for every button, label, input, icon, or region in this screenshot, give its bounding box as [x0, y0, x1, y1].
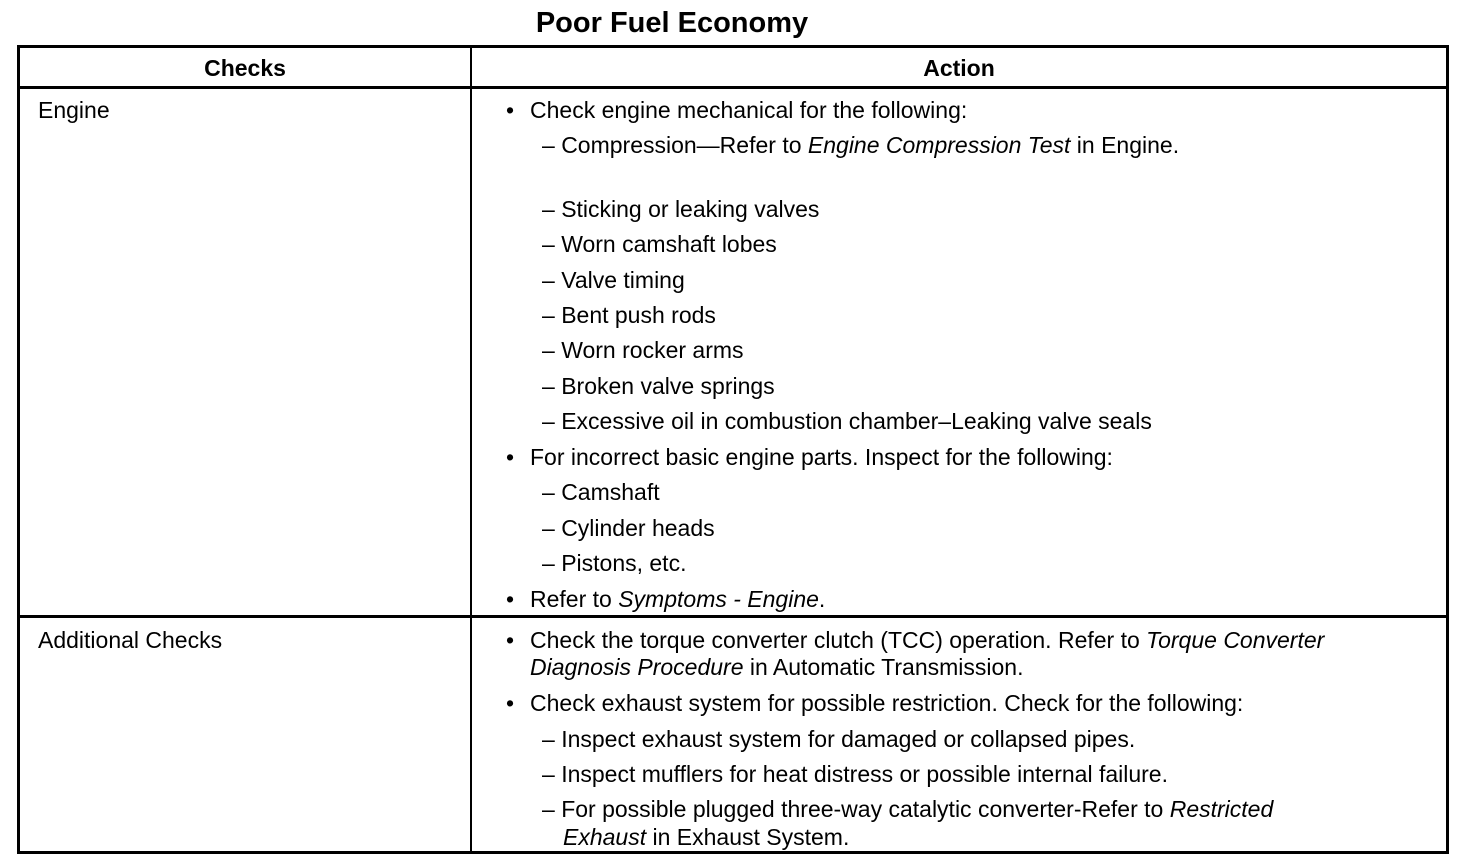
action-subitem: – Cylinder heads: [542, 515, 715, 541]
action-subitem: – Inspect exhaust system for damaged or collapsed pipes.: [542, 726, 1136, 752]
check-engine: Engine: [38, 97, 110, 123]
action-bullet: Refer to Symptoms - Engine.: [530, 586, 826, 612]
check-additional: Additional Checks: [38, 627, 223, 653]
action-bullet: For incorrect basic engine parts. Inspect for the following:: [530, 444, 1113, 470]
action-subitem: – Sticking or leaking valves: [542, 196, 820, 222]
bullet-icon: •: [506, 586, 515, 612]
bullet-icon: •: [506, 627, 515, 653]
action-bullet: Check exhaust system for possible restriction. Check for the following:: [530, 690, 1244, 716]
checks-column-header: Checks: [204, 55, 286, 81]
action-subitem-continued: Exhaust in Exhaust System.: [563, 824, 850, 850]
action-subitem: – Inspect mufflers for heat distress or possible internal failure.: [542, 761, 1168, 787]
action-bullet: Check engine mechanical for the following:: [530, 97, 968, 123]
column-divider: [470, 48, 472, 851]
action-subitem: – Valve timing: [542, 267, 685, 293]
action-subitem: – Compression—Refer to Engine Compression Test in Engine.: [542, 132, 1180, 158]
action-subitem: – Excessive oil in combustion chamber–Leaking valve seals: [542, 408, 1152, 434]
action-bullet-continued: Diagnosis Procedure in Automatic Transmission.: [530, 654, 1024, 680]
action-subitem: – Worn camshaft lobes: [542, 231, 777, 257]
action-bullet: Check the torque converter clutch (TCC) operation. Refer to Torque Converter: [530, 627, 1325, 653]
action-column-header: Action: [923, 55, 995, 81]
row-divider: [20, 615, 1446, 618]
page-title: Poor Fuel Economy: [535, 7, 809, 39]
action-subitem: – Pistons, etc.: [542, 550, 687, 576]
diagnosis-table: [17, 45, 1449, 854]
bullet-icon: •: [506, 690, 515, 716]
action-subitem: – Broken valve springs: [542, 373, 775, 399]
action-subitem: – For possible plugged three-way catalytic converter-Refer to Restricted: [542, 796, 1274, 822]
bullet-icon: •: [506, 444, 515, 470]
action-subitem: – Worn rocker arms: [542, 337, 744, 363]
action-subitem: – Camshaft: [542, 479, 660, 505]
action-subitem: – Bent push rods: [542, 302, 716, 328]
bullet-icon: •: [506, 97, 515, 123]
